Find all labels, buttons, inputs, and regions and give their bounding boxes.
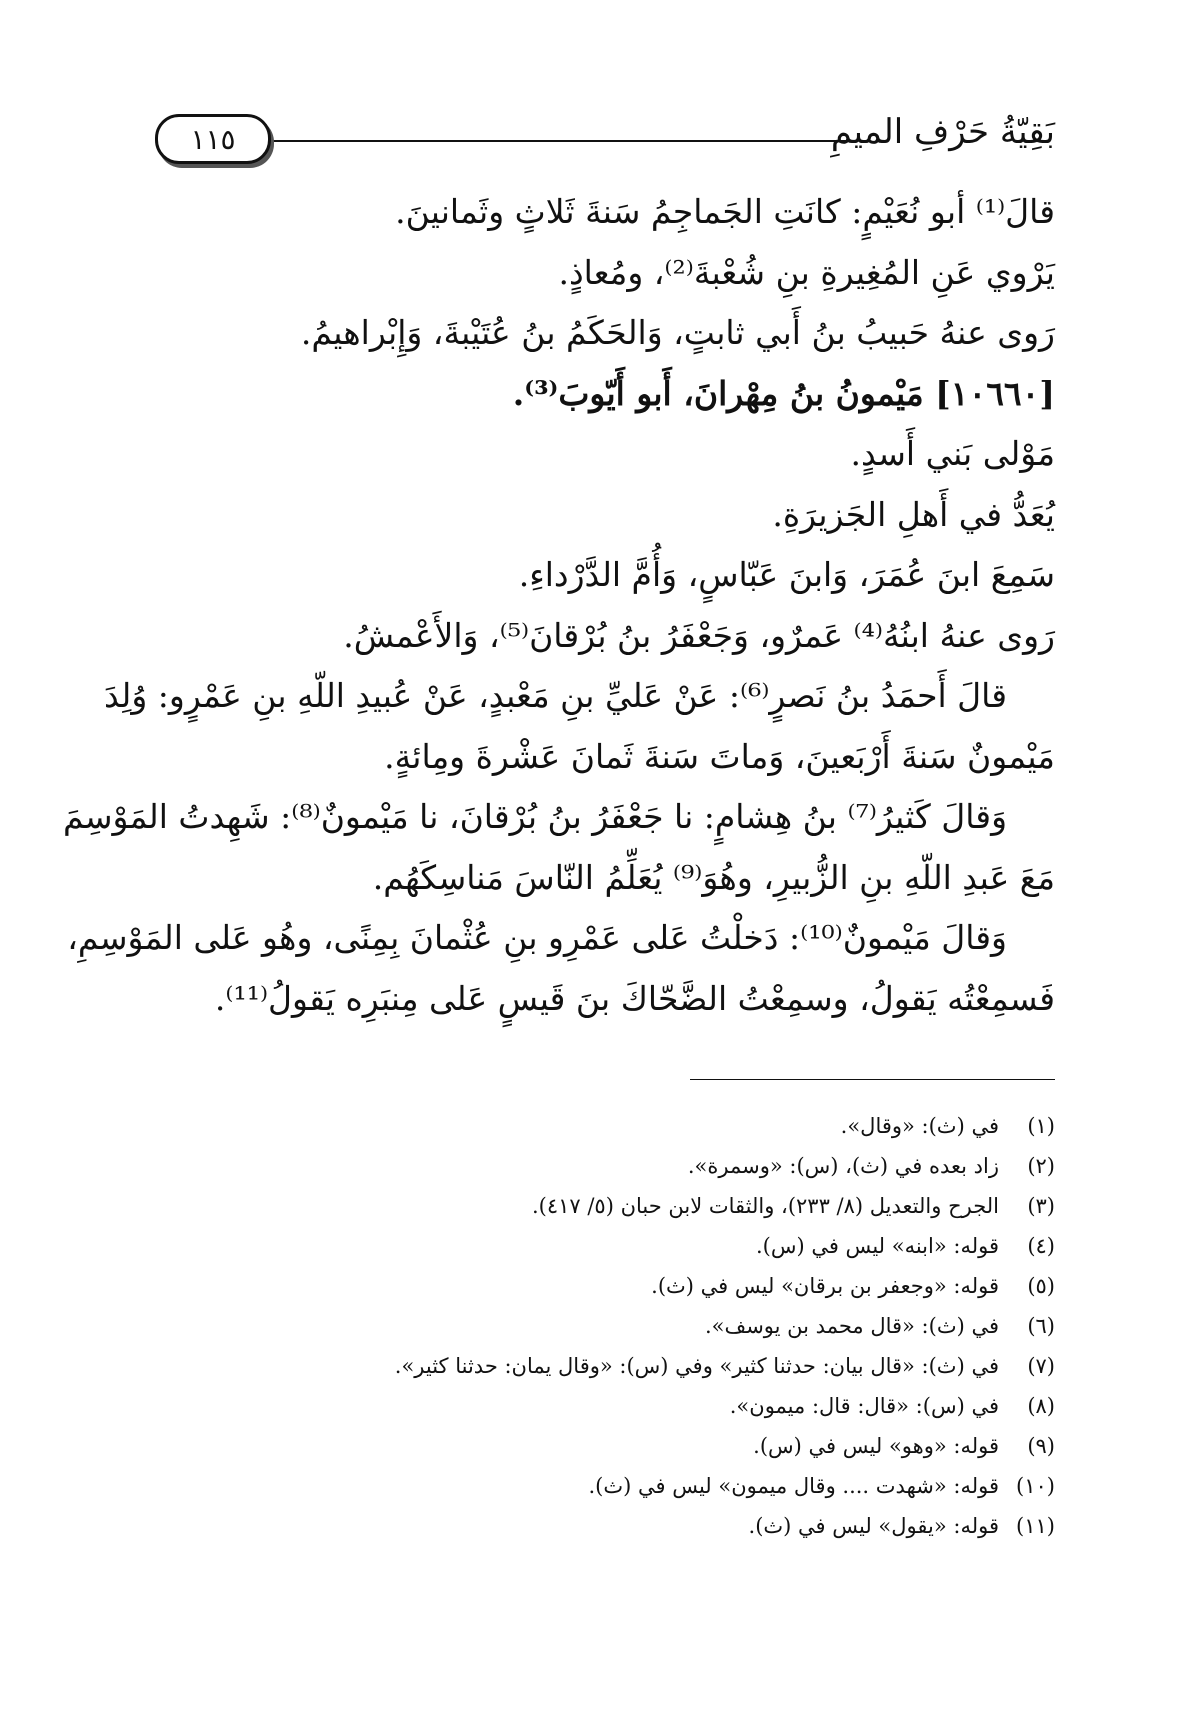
footnote [395, 1106, 1055, 1146]
page-number: ١١٥ [190, 122, 236, 156]
footnote [395, 1266, 1055, 1306]
footnote-number: (١) [1027, 1114, 1055, 1138]
footnote-number: (٦) [1027, 1314, 1055, 1338]
footnote [395, 1186, 1055, 1226]
text-line: وَقالَ كَثيرُ⁽⁷⁾ بنُ هِشامٍ: نا جَعْفَرُ بنُ بُرْقانَ، نا مَيْمونٌ⁽⁸⁾: شَهِدتُ المَوْسِمَ [62, 797, 1007, 836]
footnote [395, 1306, 1055, 1346]
footnote-text: قوله: «وجعفر بن برقان» ليس في (ث). [651, 1274, 999, 1298]
text-line: سَمِعَ ابنَ عُمَرَ، وَابنَ عَبّاسٍ، وَأُمَّ الدَّرْداءِ. [518, 555, 1055, 594]
running-title: بَقِيّةُ حَرْفِ الميمِ [830, 112, 1055, 152]
footnote-number: (٩) [1027, 1434, 1055, 1458]
footnote-text: قوله: «شهدت .... وقال ميمون» ليس في (ث). [588, 1474, 999, 1498]
text-line: فَسمِعْتُه يَقولُ، وسمِعْتُ الضَّحّاكَ بنَ قَيسٍ عَلى مِنبَرِه يَقولُ⁽¹¹⁾. [214, 978, 1055, 1018]
footnote-text: في (ث): «قال بيان: حدثنا كثير» وفي (س): «وقال يمان: حدثنا كثير». [394, 1354, 999, 1378]
footnote-number: (٧) [1027, 1354, 1055, 1378]
text-line: مَعَ عَبدِ اللّهِ بنِ الزُّبيرِ، وهُوَ⁽⁹⁾ يُعَلِّمُ النّاسَ مَناسِكَهُم. [372, 857, 1055, 897]
text-line: قالَ أَحمَدُ بنُ نَصرٍ⁽⁶⁾: عَنْ عَليِّ بنِ مَعْبدٍ، عَنْ عُبيدِ اللّهِ بنِ عَمْرٍو: وُلِدَ [103, 676, 1007, 715]
footnote [395, 1346, 1055, 1386]
footnote-text: قوله: «ابنه» ليس في (س). [755, 1234, 999, 1258]
footnote [395, 1506, 1055, 1546]
page-number-badge [155, 114, 271, 164]
footnote [395, 1466, 1055, 1506]
footnote-number: (١١) [1016, 1514, 1055, 1538]
footnote-text: قوله: «يقول» ليس في (ث). [748, 1514, 999, 1538]
footnote [395, 1426, 1055, 1466]
text-line: قالَ⁽¹⁾ أبو نُعَيْمٍ: كانَتِ الجَماجِمُ سَنةَ ثَلاثٍ وثَمانينَ. [395, 192, 1055, 231]
text-line: يَرْوي عَنِ المُغِيرةِ بنِ شُعْبةَ⁽²⁾، ومُعاذٍ. [558, 252, 1055, 292]
main-text [62, 182, 1055, 1029]
footnote-text: في (ث): «وقال». [840, 1114, 999, 1138]
text-line: رَوى عنهُ حَبيبُ بنُ أَبي ثابتٍ، وَالحَكَمُ بنُ عُتَيْبةَ، وَإِبْراهيمُ. [300, 313, 1055, 352]
footnote-number: (٨) [1027, 1394, 1055, 1418]
footnote-text: الجرح والتعديل (٨/ ٢٣٣)، والثقات لابن حبان (٥/ ٤١٧). [531, 1194, 999, 1218]
text-line: مَوْلى بَني أَسدٍ. [850, 434, 1055, 473]
footnote [395, 1226, 1055, 1266]
footnote [395, 1386, 1055, 1426]
footnote-number: (٣) [1027, 1194, 1055, 1218]
page-header [155, 108, 1055, 168]
text-line: وَقالَ مَيْمونٌ⁽¹⁰⁾: دَخلْتُ عَلى عَمْرِو بنِ عُثْمانَ بِمِنًى، وهُو عَلى المَوْسِمِ، [67, 918, 1007, 957]
footnote-number: (١٠) [1016, 1474, 1055, 1498]
footnote-number: (٢) [1027, 1154, 1055, 1178]
footnote-separator [690, 1079, 1055, 1080]
footnotes [395, 1106, 1055, 1546]
text-line: رَوى عنهُ ابنُهُ⁽⁴⁾ عَمرٌو، وَجَعْفَرُ بنُ بُرْقانَ⁽⁵⁾، وَالأَعْمشُ. [343, 615, 1055, 655]
footnote-text: قوله: «وهو» ليس في (س). [753, 1434, 999, 1458]
footnote-text: في (ث): «قال محمد بن يوسف». [704, 1314, 999, 1338]
header-rule [265, 140, 855, 142]
footnote [395, 1146, 1055, 1186]
entry-heading: [١٠٦٦٠] مَيْمونُ بنُ مِهْرانَ، أَبو أَيّوبَ⁽³⁾. [512, 373, 1055, 413]
footnote-number: (٥) [1027, 1274, 1055, 1298]
footnote-text: زاد بعده في (ث)، (س): «وسمرة». [687, 1154, 999, 1178]
footnote-number: (٤) [1027, 1234, 1055, 1258]
text-line: يُعَدُّ في أَهلِ الجَزيرَةِ. [772, 494, 1055, 534]
text-line: مَيْمونٌ سَنةَ أَرْبَعينَ، وَماتَ سَنةَ ثَمانَ عَشْرةَ ومِائةٍ. [384, 736, 1055, 776]
footnote-text: في (س): «قال: قال: ميمون». [729, 1394, 999, 1418]
